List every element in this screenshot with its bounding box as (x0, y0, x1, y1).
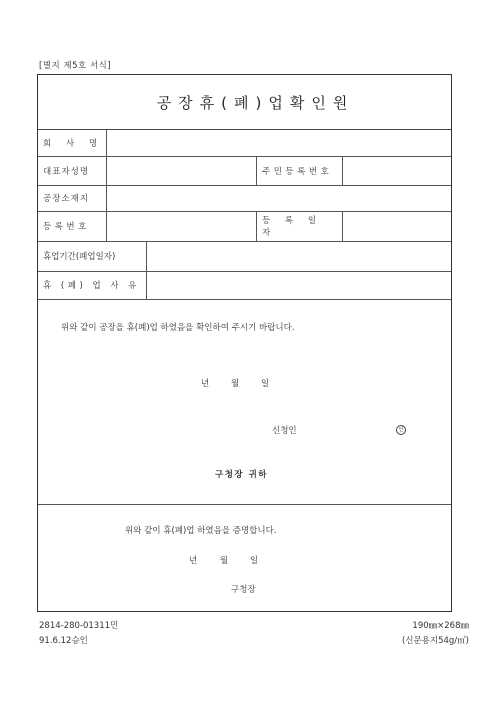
approval-date: 91.6.12승인 (39, 636, 88, 646)
request-date-month: 월 (231, 379, 240, 389)
company-name-label: 회 사 명 (43, 139, 104, 149)
registration-no-label: 등록번호 (43, 222, 90, 232)
certification-statement: 위와 같이 휴(폐)업 하였음을 증명합니다. (125, 526, 277, 536)
paper-size: 190㎜×268㎜ (412, 621, 469, 631)
cert-date-day: 일 (250, 556, 259, 566)
applicant-label: 신청인 (272, 426, 297, 436)
registration-date-label: 등 록 일 자 (256, 211, 342, 241)
closure-reason-field[interactable] (146, 271, 452, 299)
request-section (38, 299, 451, 505)
company-name-field[interactable] (106, 130, 452, 156)
registration-date-field[interactable] (342, 211, 452, 241)
cert-date-year: 년 (189, 556, 198, 566)
closure-reason-row (38, 271, 451, 300)
form-title: 공장휴(폐)업확인원 (156, 93, 355, 112)
addressee: 구청장 귀하 (215, 470, 269, 480)
closure-period-field[interactable] (146, 241, 452, 271)
doc-code: 2814-280-01311민 (39, 621, 119, 631)
company-name-row (38, 130, 451, 157)
application-form (37, 74, 452, 612)
factory-address-field[interactable] (106, 185, 452, 211)
title-row (38, 75, 451, 130)
cert-date-month: 월 (220, 556, 229, 566)
issuer: 구청장 (231, 585, 256, 595)
representative-row (38, 156, 451, 186)
factory-address-row (38, 185, 451, 212)
closure-period-label: 휴업기간(폐업일자) (43, 252, 116, 262)
seal-mark: 인 (396, 425, 406, 435)
closure-reason-label: 휴 (폐) 업 사 유 (43, 281, 140, 291)
registration-row (38, 211, 451, 242)
resident-reg-no-field[interactable] (342, 156, 452, 185)
form-number: [별지 제5호 서식] (39, 61, 112, 71)
request-statement: 위와 같이 공장을 휴(폐)업 하였음을 확인하여 주시기 바랍니다. (61, 323, 295, 333)
closure-period-row (38, 241, 451, 272)
registration-no-field[interactable] (106, 211, 256, 241)
request-date-day: 일 (261, 379, 270, 389)
resident-reg-no-label: 주민등록번호 (256, 156, 342, 185)
representative-name-field[interactable] (106, 156, 256, 185)
paper-spec: (신문용지54g/㎡) (401, 636, 469, 646)
representative-name-label: 대표자성명 (43, 166, 90, 177)
request-date-year: 년 (201, 379, 210, 389)
factory-address-label: 공장소재지 (43, 194, 90, 204)
certification-section (38, 504, 451, 612)
